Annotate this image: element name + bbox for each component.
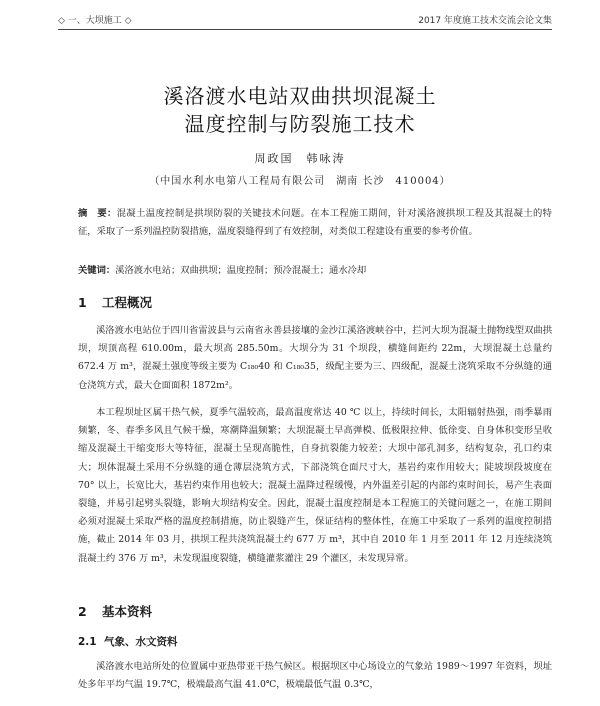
section-heading-1 <box>78 293 152 311</box>
section-title: 工程概况 <box>102 295 153 310</box>
abstract-text: 混凝土温度控制是拱坝防裂的关键技术问题。在本工程施工期间，针对溪洛渡拱坝工程及其混凝土的特征，采取了一系列温控防裂措施，温度裂缝得到了有效控制，对类似工程建设有重要的参考价值。 <box>78 208 552 237</box>
subsection-title: 气象、水文资料 <box>104 636 178 648</box>
paper-title-line-2: 温度控制与防裂施工技术 <box>184 112 416 136</box>
header-divider <box>58 29 552 30</box>
subsection-heading-2-1 <box>78 634 178 649</box>
header-section-label: ◇ 一、大坝施工 ◇ <box>58 16 132 26</box>
keywords <box>78 262 552 280</box>
paragraph-project-overview: 溪洛渡水电站位于四川省雷波县与云南省永善县接壤的金沙江溪洛渡峡谷中，拦河大坝为混凝土抛物线型双曲拱坝，坝顶高程 610.00m，最大坝高 285.50m。大坝分为 31 个坝段，横缝间距约 22m，大坝混凝土总量约 672.4 万 m³，混凝土强度等级主要为 C₁₈₀40 和 C₁₈₀35，级配主要为三、四级配，混凝土浇筑采取不分纵缝的通仓浇筑方式，最大仓面面积 1872m²。 <box>78 325 552 391</box>
section-number: 1 <box>78 295 87 310</box>
header-proceedings-title: 2017 年度施工技术交流会论文集 <box>418 16 552 26</box>
paragraph-climate-data: 溪洛渡水电站所处的位置属中亚热带亚干热气候区。根据坝区中心场设立的气象站 1989～1997 年资料，坝址处多年平均气温 19.7℃，极端最高气温 41.0℃，极端最低气温 0.3℃， <box>78 661 552 691</box>
affiliation: （中国水利水电第八工程局有限公司 湖南 长沙 410004） <box>149 176 451 187</box>
keywords-label: 关键词： <box>78 265 116 276</box>
subsection-number: 2.1 <box>78 636 97 648</box>
abstract <box>78 205 552 241</box>
paragraph-temperature-challenges: 本工程坝址区属干热气候，夏季气温较高，最高温度常达 40 ℃ 以上，持续时间长，太阳辐射热强，雨季暴雨频繁，冬、春季多风且气候干燥，寒潮降温频繁；大坝混凝土早高弹模、低极限拉伸、低徐变、自身体积变形呈收缩及混凝土干缩变形大等特征，混凝土呈现高脆性，自身抗裂能力较差；大坝中部孔洞多，结构复杂，孔口约束大；坝体混凝土采用不分纵缝的通仓薄层浇筑方式，下部浇筑仓面尺寸大，基岩约束作用较大；陡坡坝段坡度在 70° 以上，长宽比大，基岩约束作用也较大；混凝土温降过程缓慢，内外温差引起的内部约束时间长，易产生表面裂缝，并易引起劈头裂缝，影响大坝结构安全。因此，混凝土温度控制是本工程施工的关键问题之一，在施工期间必须对混凝土采取严格的温度控制措施，防止裂缝产生，保证结构的整体性，在施工中采取了一系列的温度控制措施，截止 2014 年 03 月，拱坝工程共浇筑混凝土约 677 万 m³，其中自 2010 年 1 月至 2011 年 12 月连续浇筑混凝土约 376 万 m³，未发现温度裂缝，横缝灌浆灌注 29 个灌区，未发现异常。 <box>78 407 552 564</box>
section-title: 基本资料 <box>102 604 153 619</box>
keywords-text: 溪洛渡水电站；双曲拱坝；温度控制；预冷混凝土；通水冷却 <box>115 265 367 276</box>
running-header <box>58 10 552 28</box>
abstract-label: 摘 要： <box>78 208 117 219</box>
section-heading-2 <box>78 602 152 620</box>
paper-title <box>0 82 600 138</box>
authors: 周政国 韩咏涛 <box>254 152 346 165</box>
section-number: 2 <box>78 604 87 619</box>
paper-title-line-1: 溪洛渡水电站双曲拱坝混凝土 <box>163 84 437 108</box>
